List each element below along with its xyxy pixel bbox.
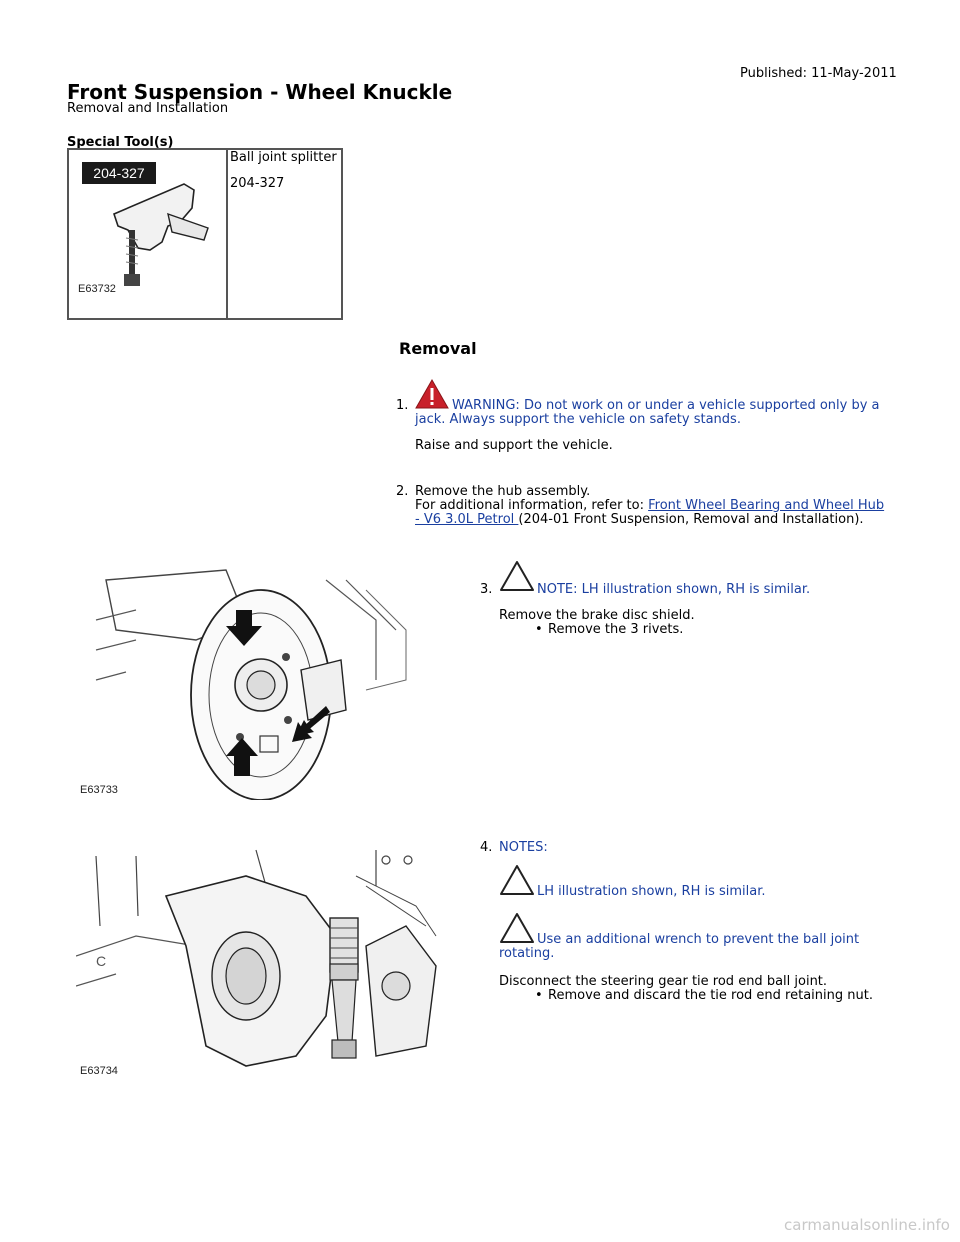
step-3-number: 3. xyxy=(480,582,493,597)
step-4-bullet: • Remove and discard the tie rod end retaining nut. xyxy=(548,988,873,1004)
front-wheel-bearing-link[interactable]: Front Wheel Bearing and Wheel Hub xyxy=(648,498,885,513)
front-wheel-bearing-link-cont[interactable]: - V6 3.0L Petrol xyxy=(415,512,519,527)
step-4-instruction: Disconnect the steering gear tie rod end ball joint. xyxy=(499,974,828,989)
warning-icon xyxy=(414,378,450,410)
note-icon xyxy=(499,864,535,896)
step-4-image-label: E63734 xyxy=(80,1065,118,1077)
step-4-note-2-line2: rotating. xyxy=(499,946,555,961)
tool-table-divider xyxy=(226,148,228,320)
watermark: carmanualsonline.info xyxy=(784,1216,950,1234)
step-2-instruction: Remove the hub assembly. xyxy=(415,484,591,499)
note-icon xyxy=(499,560,535,592)
step-4-notes-heading: NOTES: xyxy=(499,840,548,855)
step-4-note-2-line1: Use an additional wrench to prevent the ball joint xyxy=(537,932,860,947)
step-1-number: 1. xyxy=(396,398,409,413)
tie-rod-end-image xyxy=(76,846,446,1082)
page-title: Front Suspension - Wheel Knuckle xyxy=(67,80,453,104)
step-2-number: 2. xyxy=(396,484,409,499)
removal-heading: Removal xyxy=(399,339,477,358)
ball-joint-splitter-image xyxy=(72,152,224,316)
step-2-ref-suffix: (204-01 Front Suspension, Removal and Installation). xyxy=(518,512,864,527)
svg-text:C: C xyxy=(96,953,107,969)
step-2-ref-prefix: For additional information, refer to: xyxy=(415,498,649,513)
step-4-note-1: LH illustration shown, RH is similar. xyxy=(537,884,766,899)
special-tools-heading: Special Tool(s) xyxy=(67,135,174,150)
tool-code: 204-327 xyxy=(230,176,285,191)
tool-name: Ball joint splitter xyxy=(230,150,337,165)
tool-tag-text: 204-327 xyxy=(93,165,145,181)
step-1-warning-line2: jack. Always support the vehicle on safety stands. xyxy=(415,412,741,427)
step-3-bullet: • Remove the 3 rivets. xyxy=(548,622,683,638)
step-3-instruction: Remove the brake disc shield. xyxy=(499,608,695,623)
note-icon xyxy=(499,912,535,944)
step-1-instruction: Raise and support the vehicle. xyxy=(415,438,613,453)
step-3-note: NOTE: LH illustration shown, RH is similar. xyxy=(537,582,811,597)
page-subtitle: Removal and Installation xyxy=(67,101,229,116)
published-date: Published: 11-May-2011 xyxy=(740,66,897,81)
step-2-reference-line2 xyxy=(415,512,864,528)
tool-image-label: E63732 xyxy=(78,283,116,295)
step-4-number: 4. xyxy=(480,840,493,855)
step-3-image-label: E63733 xyxy=(80,784,118,796)
brake-disc-shield-image xyxy=(76,560,436,800)
step-1-warning-line1: WARNING: Do not work on or under a vehicle supported only by a xyxy=(452,398,880,413)
